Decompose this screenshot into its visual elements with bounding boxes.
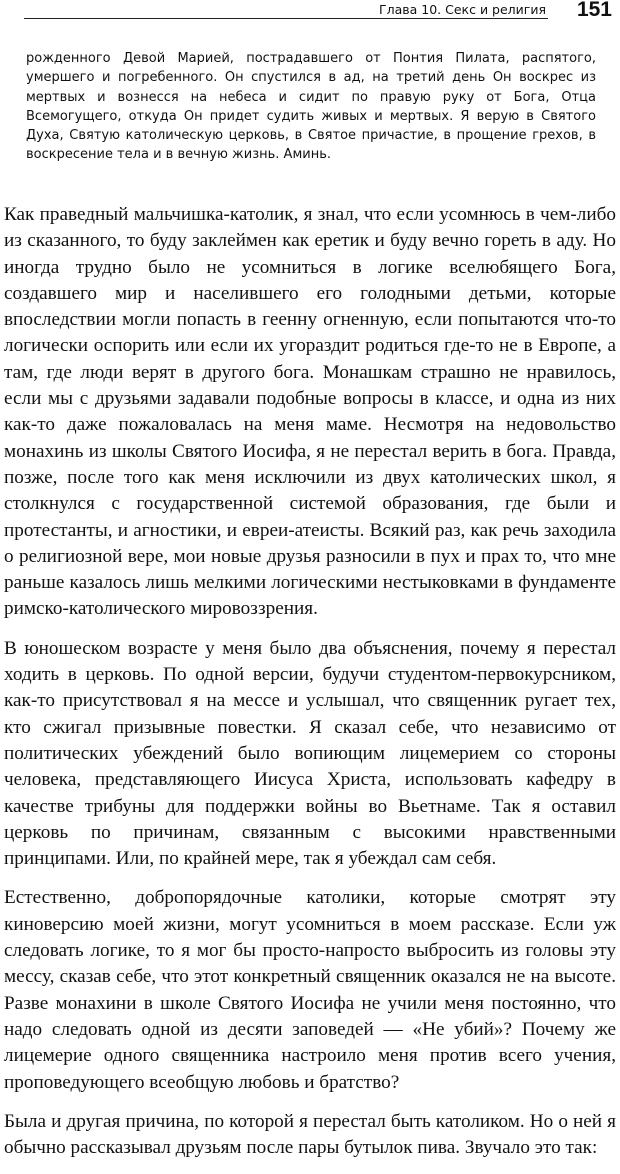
paragraph: В юношеском возрасте у меня было два объяснения, почему я перестал ходить в церковь. По одной версии, будучи студентом-первокурсником, как-то присутствовал я на мессе и услышал, что священник ругает тех, кто сжигал призывные повестки. Я сказал себе, что независимо от политических убеждений было вопиющим лицемерием со стороны человека, представляющего Иисуса Христа, использовать кафедру в качестве трибуны для поддержки войны во Вьетнаме. Так я оставил церковь по причинам, связанным с высокими нравственными принципами. Или, по крайней мере, так я убеждал сам себя. [4,637,616,870]
paragraph: Естественно, добропорядочные католики, которые смотрят эту киноверсию моей жизни, могут усомниться в моем рассказе. Если уж следовать логике, то я мог бы просто-напросто выбросить из головы эту мессу, сказав себе, что этот конкретный священник оказался не на высоте. Разве монахини в школе Святого Иосифа не учили меня постоянно, что надо следовать одной из десяти заповедей — «Не убий»? Почему же лицемерие одного священника настроило меня против всего учения, проповедующего всеобщую любовь и братство? [4,887,616,1093]
page-number: 151 [576,0,612,21]
running-head [0,0,620,28]
paragraph: Как праведный мальчишка-католик, я знал, что если усомнюсь в чем-либо из сказанного, то буду заклеймен как еретик и буду вечно гореть в аду. Но иногда трудно было не усомниться в логике вселюбящего Бога, создавшего мир и населившего его голодными детьми, которые впоследствии могли попасть в геенну огненную, если попытаются что-то логически оспорить или если их угораздит родиться где-то не в Европе, а там, где люди верят в другого бога. Монашкам страшно не нравилось, если мы с друзьями задавали подобные вопросы в классе, и одна из них как-то даже пожаловалась на меня маме. Несмотря на недовольство монахинь из школы Святого Иосифа, я не перестал верить в бога. Правда, позже, после того как меня исключили из двух католических школ, я столкнулся с государственной системой образования, где были и протестанты, и агностики, и евреи-атеисты. Всякий раз, как речь заходила о религиозной вере, мои новые друзья разносили в пух и прах то, что мне раньше казалось лишь мелкими логическими нестыковками в фундаменте римско-католического мировоззрения. [4,204,616,620]
creed-quote: рожденного Девой Марией, пострадавшего от Понтия Пилата, распятого, умершего и погребенного. Он спустился в ад, на третий день Он воскрес из мертвых и вознесся на небеса и сидит по правую руку от Бога, Отца Всемогущего, откуда Он придет судить живых и мертвых. Я верую в Святого Духа, Святую католическую церковь, в Святое причастие, в прощение грехов, в воскресение тела и в вечную жизнь. Аминь. [26,51,596,163]
header-rule [24,18,548,19]
body-text [4,202,616,1174]
chapter-title: Глава 10. Секс и религия [371,2,546,17]
paragraph: Была и другая причина, по которой я перестал быть католиком. Но о ней я обычно рассказывал друзьям после пары бутылок пива. Звучало это так: [4,1110,616,1159]
